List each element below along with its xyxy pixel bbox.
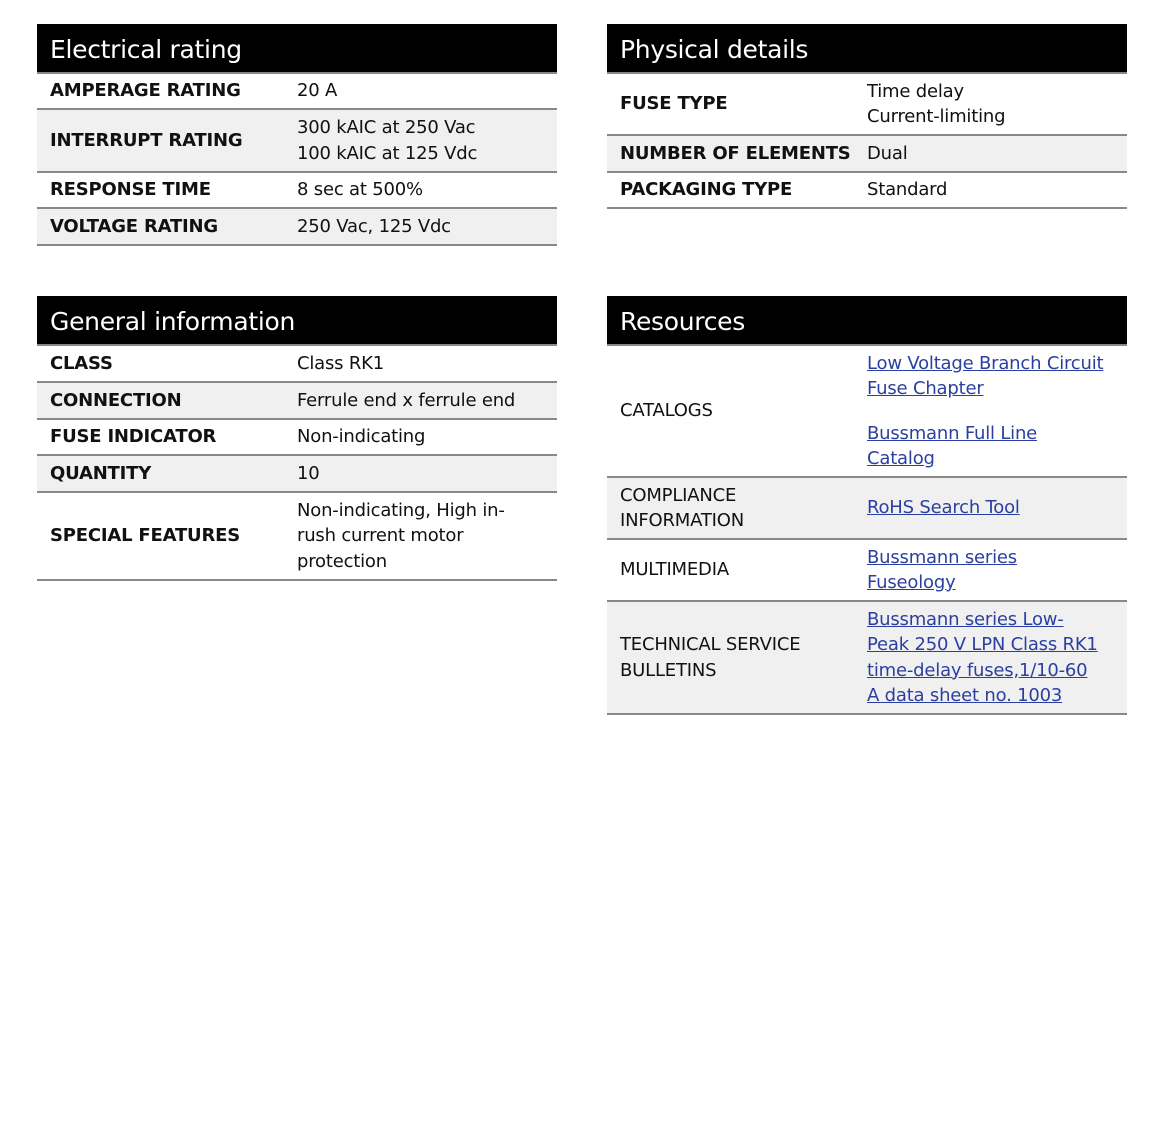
- row-value: 100 kAIC at 125 Vdc: [297, 142, 478, 164]
- row-value: Dual: [867, 142, 908, 164]
- row-value: Non-indicating: [297, 426, 426, 448]
- bulletin-link[interactable]: Bussmann series Low-Peak 250 V LPN Class RK1 time-delay fuses,1/10-60 A data sheet no. 1003: [867, 608, 1098, 706]
- table-row: [607, 74, 1127, 136]
- rohs-search-link[interactable]: RoHS Search Tool: [867, 497, 1020, 519]
- row-value: 8 sec at 500%: [297, 179, 423, 201]
- row-value: Time delay: [867, 80, 964, 102]
- row-label: TECHNICAL SERVICE BULLETINS: [620, 634, 801, 681]
- table-row: [607, 173, 1127, 209]
- row-label: AMPERAGE RATING: [50, 80, 241, 102]
- row-label: CONNECTION: [50, 389, 182, 411]
- table-row: [607, 602, 1127, 715]
- resources-table: [607, 296, 1127, 715]
- row-label: INTERRUPT RATING: [50, 129, 243, 151]
- row-value: 20 A: [297, 80, 338, 102]
- multimedia-link[interactable]: Bussmann series Fuseology: [867, 546, 1017, 593]
- table-row: [607, 136, 1127, 173]
- section-title: Physical details: [607, 24, 1127, 74]
- table-row: [607, 540, 1127, 602]
- table-row: [37, 74, 557, 110]
- table-row: [37, 346, 557, 383]
- row-value: Ferrule end x ferrule end: [297, 389, 516, 411]
- row-label: FUSE INDICATOR: [50, 426, 217, 448]
- row-label: VOLTAGE RATING: [50, 215, 218, 237]
- row-label: NUMBER OF ELEMENTS: [620, 142, 851, 164]
- row-value: Standard: [867, 179, 948, 201]
- section-title: General information: [37, 296, 557, 346]
- row-value: 250 Vac, 125 Vdc: [297, 215, 451, 237]
- row-label: PACKAGING TYPE: [620, 179, 793, 201]
- table-row: [607, 478, 1127, 540]
- row-value: Non-indicating, High in-rush current motor protection: [297, 499, 505, 572]
- table-row: [37, 173, 557, 209]
- row-label: RESPONSE TIME: [50, 179, 211, 201]
- physical-details-table: [607, 24, 1127, 209]
- section-title: Resources: [607, 296, 1127, 346]
- table-row: [37, 110, 557, 173]
- table-row: [37, 420, 557, 456]
- catalog-link[interactable]: Low Voltage Branch Circuit Fuse Chapter: [867, 352, 1104, 399]
- row-label: CATALOGS: [620, 400, 713, 422]
- row-value: 300 kAIC at 250 Vac: [297, 117, 476, 138]
- row-label: SPECIAL FEATURES: [50, 525, 240, 547]
- section-title: Electrical rating: [37, 24, 557, 74]
- row-value: Current-limiting: [867, 106, 1006, 127]
- row-label: CLASS: [50, 352, 113, 374]
- general-information-table: [37, 296, 557, 581]
- electrical-rating-table: [37, 24, 557, 246]
- row-label: COMPLIANCE INFORMATION: [620, 484, 744, 531]
- table-row: [607, 346, 1127, 478]
- row-value: 10: [297, 462, 320, 484]
- row-label: MULTIMEDIA: [620, 559, 729, 581]
- table-row: [37, 456, 557, 493]
- catalog-link[interactable]: Bussmann Full Line Catalog: [867, 422, 1038, 469]
- table-row: [37, 383, 557, 420]
- table-row: [37, 209, 557, 246]
- row-label: FUSE TYPE: [620, 93, 728, 115]
- row-label: QUANTITY: [50, 462, 152, 484]
- table-row: [37, 493, 557, 581]
- row-value: Class RK1: [297, 352, 385, 374]
